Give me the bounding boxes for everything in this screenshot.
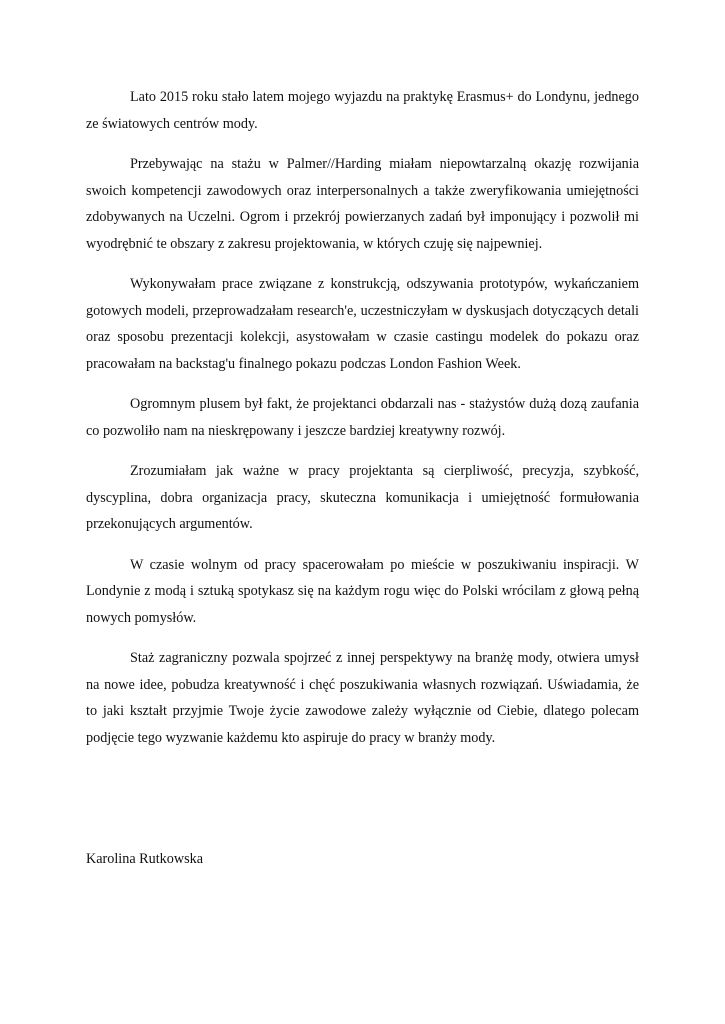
signature-name: Karolina Rutkowska — [86, 851, 204, 867]
paragraph-trust: Ogromnym plusem był fakt, że projektanci obdarzali nas - stażystów dużą dozą zaufania co pozwoliło nam na nieskrępowany i jeszcze bardziej kreatywny rozwój. — [86, 396, 639, 439]
letter-body — [86, 84, 639, 765]
paragraph-london-inspiration: W czasie wolnym od pracy spacerowałam po mieście w poszukiwaniu inspiracji. W Londynie z modą i sztuką spotykasz się na każdym rogu więc do Polski wrócilam z głową pełną nowych pomysłów. — [86, 556, 639, 626]
paragraph-internship-palmer-harding: Przebywając na stażu w Palmer//Harding miałam niepowtarzalną okazję rozwijania swoich kompetencji zawodowych oraz interpersonalnych a także zweryfikowania umiejętności zdobywanych na Uczelni. Ogrom i przekrój powierzanych zadań był imponujący i pozwolił mi wyodrębnić te obszary z zakresu projektowania, w których czuję się najpewniej. — [86, 156, 639, 252]
paragraph-erasmus-intro: Lato 2015 roku stało latem mojego wyjazdu na praktykę Erasmus+ do Londynu, jednego ze światowych centrów mody. — [86, 89, 639, 132]
paragraph-recommendation: Staż zagraniczny pozwala spojrzeć z innej perspektywy na branżę mody, otwiera umysł na nowe idee, pobudza kreatywność i chęć poszukiwania własnych rozwiązań. Uświadamia, że to jaki kształt przyjmie Twoje życie zawodowe zależy wyłącznie od Ciebie, dlatego polecam podjęcie tego wyzwanie każdemu kto aspiruje do pracy w branży mody. — [86, 650, 639, 746]
paragraph-skills: Zrozumiałam jak ważne w pracy projektanta są cierpliwość, precyzja, szybkość, dyscyplina, dobra organizacja pracy, skuteczna komunikacja i umiejętność formułowania przekonujących argumentów. — [86, 463, 639, 532]
paragraph-tasks: Wykonywałam prace związane z konstrukcją, odszywania prototypów, wykańczaniem gotowych modeli, przeprowadzałam research'e, uczestniczyłam w dyskusjach dotyczących detali oraz sposobu prezentacji kolekcji, asystowałam w czasie castingu modelek do pokazu oraz pracowałam na backstag'u finalnego pokazu podczas London Fashion Week. — [86, 276, 639, 372]
